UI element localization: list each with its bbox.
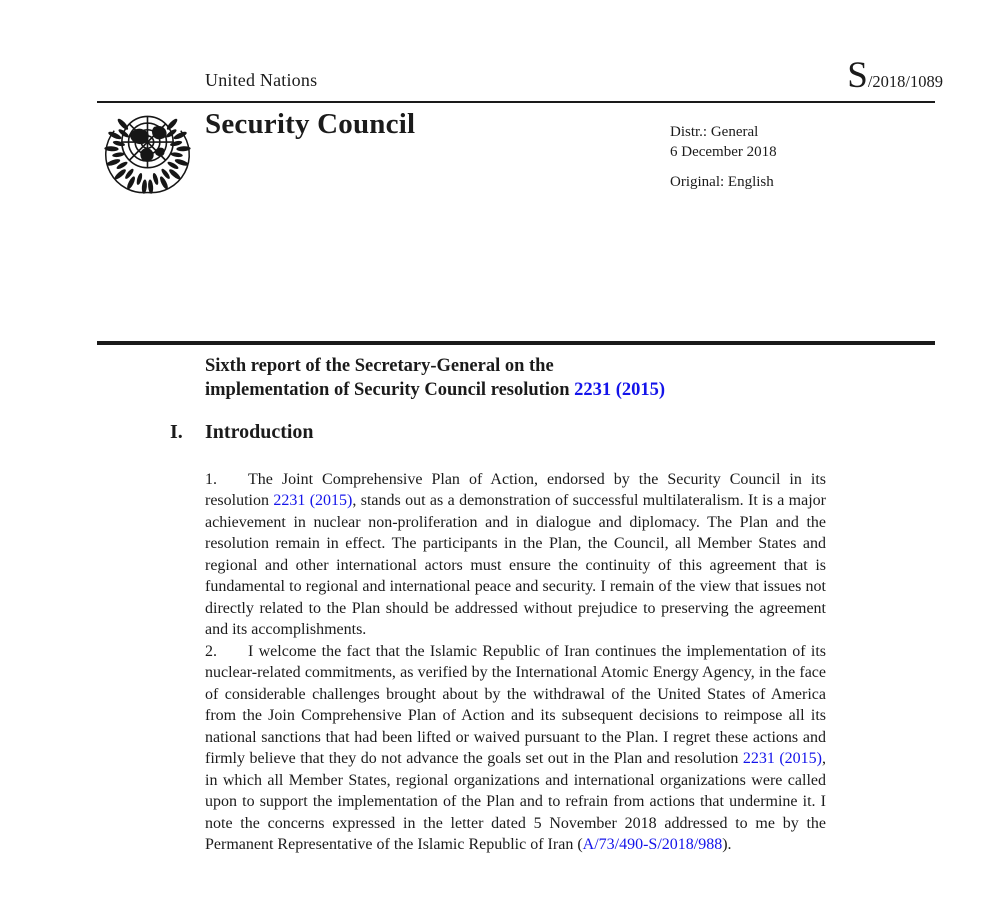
paragraph-2-number: 2.: [205, 643, 217, 660]
paragraph-2-text: , in which all Member States, regional organizations and international organizations were called upon to support the implementation of the Plan and to refrain from actions that undermine it. I note the concerns expressed in the letter dated 5 November 2018 addressed to me by the Permanent Representative of the Islamic Republic of Iran (: [205, 750, 826, 854]
organ-name: Security Council: [205, 108, 416, 140]
document-symbol-prefix: S: [847, 55, 868, 96]
document-title: [205, 354, 865, 402]
title-rule: [97, 341, 935, 345]
resolution-2231-link[interactable]: 2231 (2015): [574, 380, 666, 400]
document-symbol: [847, 57, 943, 94]
section-title: Introduction: [205, 421, 314, 443]
united-nations-emblem-icon: [100, 106, 195, 201]
section-numeral: I.: [170, 421, 183, 443]
distribution-line: Distr.: General: [670, 124, 759, 140]
paragraph-1-text: The Joint Comprehensive Plan of Action, endorsed by the Security Council in its resolution: [205, 471, 826, 510]
paragraph-1-text: , stands out as a demonstration of successful multilateralism. It is a major achievement in nuclear non-proliferation and in dialogue and diplomacy. The Plan and the resolution remain in effect. The participants in the Plan, the Council, all Member States and regional and other international actors must ensure the continuity of this agreement that is fundamental to regional and international peace and security. I remain of the view that issues not directly related to the Plan should be addressed without prejudice to preserving the agreement and its accomplishments.: [205, 492, 827, 639]
document-symbol-suffix: /2018/1089: [867, 72, 943, 91]
paragraph-2-text: I welcome the fact that the Islamic Republic of Iran continues the implementation of its nuclear-related commitments, as verified by the International Atomic Energy Agency, in the face of considerable challenges brought about by the withdrawal of the United States of America from the Join Comprehensive Plan of Action and its subsequent decisions to reimpose all its national sanctions that had been lifted or waived pursuant to the Plan. I regret these actions and firmly believe that they do not advance the goals set out in the Plan and resolution: [205, 643, 826, 768]
paragraph-2-text: ).: [722, 836, 732, 854]
header-rule: [97, 101, 935, 103]
paragraph-2: [205, 641, 826, 856]
paragraph-1-number: 1.: [205, 471, 217, 488]
title-line-2-text: implementation of Security Council resolution: [205, 380, 575, 400]
resolution-2231-link[interactable]: 2231 (2015): [273, 492, 353, 510]
distribution-block: [670, 122, 777, 192]
org-name: United Nations: [205, 70, 318, 90]
title-line-1: Sixth report of the Secretary-General on the: [205, 356, 554, 376]
original-language-line: Original: English: [670, 174, 774, 190]
section-heading: [170, 420, 314, 444]
resolution-2231-link[interactable]: 2231 (2015): [742, 750, 822, 768]
letter-document-link[interactable]: A/73/490-S/2018/988: [582, 836, 723, 854]
paragraph-1: [205, 469, 826, 641]
title-line-2: [205, 378, 865, 402]
date-line: 6 December 2018: [670, 144, 777, 160]
